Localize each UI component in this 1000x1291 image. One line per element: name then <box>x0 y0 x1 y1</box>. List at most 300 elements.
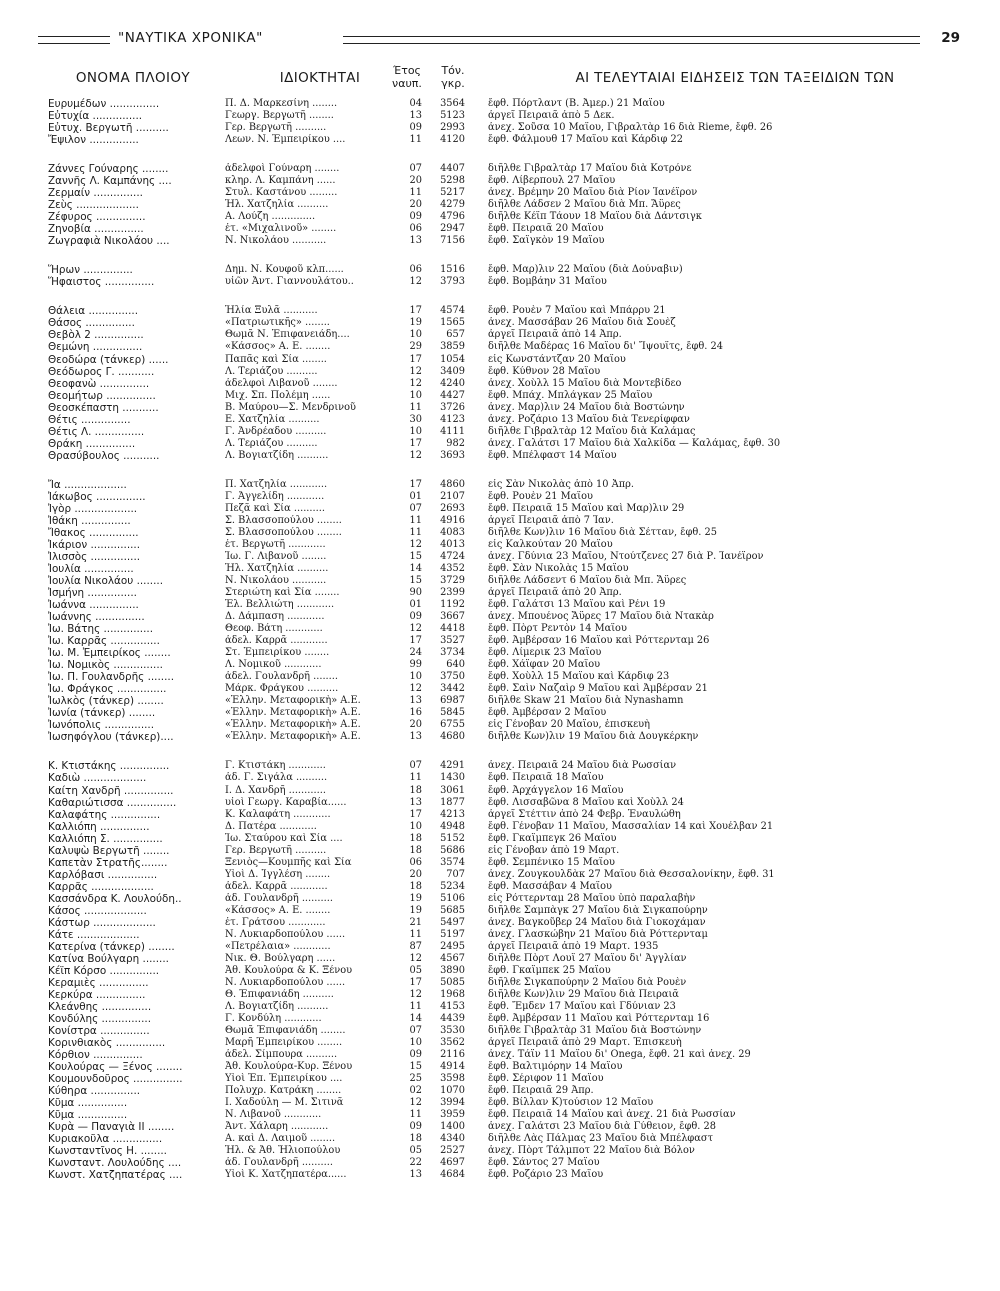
owner-name: Παπᾶς καὶ Σία ........ <box>225 353 327 365</box>
ship-name: Κυρὰ — Παναγιὰ ΙΙ ........ <box>48 1121 175 1134</box>
table-row <box>0 329 1000 341</box>
owner-name: Ἰω. Σταύρου καὶ Σία .... <box>225 832 343 844</box>
year-built: 16 <box>409 707 422 719</box>
owner-name: Λ. Βογιατζίδη .......... <box>225 449 329 461</box>
voyage-news: ἔφθ. Ροζάριο 23 Μαΐου <box>488 1169 604 1181</box>
gross-tons: 4724 <box>440 550 465 562</box>
owner-name: ἀδελ. Καρρᾶ ............ <box>225 880 328 892</box>
voyage-news: ἀνεχ. Τάϊν 11 Μαΐου δι' Onega, ἔφθ. 21 καὶ ἀνεχ. 29 <box>488 1049 751 1061</box>
year-built: 19 <box>409 904 422 916</box>
ship-name: Ευρυμέδων ............... <box>48 98 160 110</box>
table-row <box>0 1169 1000 1181</box>
voyage-news: ἔφθ. Σέριφον 11 Μαΐου <box>488 1073 604 1085</box>
ship-name: Ἰω. Καρρᾶς ............... <box>48 635 160 648</box>
ship-name: Θεομήτωρ ............... <box>48 389 156 402</box>
voyage-news: ἀνεχ. Πὸρτ Τάλμποτ 22 Μαΐου διὰ Βόλον <box>488 1145 695 1157</box>
year-built: 11 <box>409 187 422 199</box>
ship-name: Κυριακοῦλα ............... <box>48 1133 163 1146</box>
owner-name: Λ. Τεριάζου .......... <box>225 437 318 449</box>
year-built: 25 <box>409 1073 422 1085</box>
year-built: 99 <box>409 659 422 671</box>
gross-tons: 1516 <box>440 264 465 276</box>
year-built: 17 <box>409 478 422 490</box>
ship-name: Θάσος ............... <box>48 317 135 330</box>
owner-name: Γερ. Βεργωτῆ .......... <box>225 122 327 134</box>
magazine-title: "ΝΑΥΤΙΚΑ ΧΡΟΝΙΚΑ" <box>118 30 263 46</box>
year-built: 10 <box>409 671 422 683</box>
year-built: 09 <box>409 611 422 623</box>
year-built: 06 <box>409 856 422 868</box>
table-row <box>0 647 1000 659</box>
gross-tons: 3726 <box>440 401 465 413</box>
gross-tons: 4279 <box>440 199 465 211</box>
year-built: 11 <box>409 1109 422 1121</box>
owner-name: «Κάσσος» Α. Ε. ........ <box>225 904 331 916</box>
voyage-news: ἔφθ. Γκαϊμπεγκ 26 Μαΐου <box>488 832 617 844</box>
ship-name: Θεοδώρα (τάνκερ) ...... <box>48 353 169 366</box>
gross-tons: 5197 <box>440 928 465 940</box>
voyage-news: ἔφθ. Πειραιᾶ 18 Μαΐου <box>488 772 604 784</box>
owner-name: Γερ. Βεργωτῆ .......... <box>225 844 327 856</box>
ship-name: Κονδύλης ............... <box>48 1013 152 1026</box>
ship-name: Καπετὰν Στρατῆς........ <box>48 856 168 869</box>
table-row <box>0 317 1000 329</box>
voyage-news: διῆλθε Γιβραλτὰρ 12 Μαΐου διὰ Καλάμας <box>488 425 696 437</box>
table-row <box>0 893 1000 905</box>
owner-name: Στυλ. Καστάνου ......... <box>225 187 338 199</box>
ship-name: Ἴα ................... <box>48 478 127 491</box>
table-row <box>0 821 1000 833</box>
table-row <box>0 1085 1000 1097</box>
gross-tons: 4697 <box>440 1157 465 1169</box>
table-row <box>0 881 1000 893</box>
gross-tons: 4213 <box>440 808 465 820</box>
year-built: 20 <box>409 719 422 731</box>
gross-tons: 3667 <box>440 611 465 623</box>
table-row <box>0 707 1000 719</box>
gross-tons: 3530 <box>440 1025 465 1037</box>
table-row <box>0 760 1000 772</box>
ship-name: Ἔψιλον ............... <box>48 134 139 147</box>
owner-name: ἀδ. Γουλανδρῆ .......... <box>225 892 333 904</box>
gross-tons: 5845 <box>440 707 465 719</box>
gross-tons: 3442 <box>440 683 465 695</box>
gross-tons: 4291 <box>440 760 465 772</box>
year-built: 18 <box>409 880 422 892</box>
table-row <box>0 1097 1000 1109</box>
year-built: 24 <box>409 647 422 659</box>
table-row <box>0 223 1000 235</box>
gross-tons: 657 <box>446 329 465 341</box>
year-built: 17 <box>409 353 422 365</box>
table-row <box>0 1109 1000 1121</box>
gross-tons: 4574 <box>440 305 465 317</box>
table-row <box>0 623 1000 635</box>
table-row <box>0 378 1000 390</box>
gross-tons: 640 <box>446 659 465 671</box>
ship-name: Ἰθάκη ............... <box>48 514 131 527</box>
voyage-news: ἔφθ. Πὸρτ Ρεντὸν 14 Μαΐου <box>488 623 627 635</box>
voyage-news: διῆλθε Λάδσεν 2 Μαΐου διὰ Μπ. Ἄϋρες <box>488 199 681 211</box>
table-row <box>0 965 1000 977</box>
year-built: 21 <box>409 916 422 928</box>
year-built: 09 <box>409 211 422 223</box>
table-row <box>0 539 1000 551</box>
voyage-news: ἀνεχ. Βαγκοῦβερ 24 Μαΐου διὰ Γιοκοχάμαν <box>488 916 706 928</box>
voyage-news: διῆλθε Γιβραλτὰρ 31 Μαΐου διὰ Βοστώνην <box>488 1025 702 1037</box>
voyage-news: ἔφθ. Σαὶν Ναζαὶρ 9 Μαΐου καὶ Ἀμβέρσαν 21 <box>488 683 708 695</box>
ship-name: Ζερμαίν ............... <box>48 187 143 200</box>
owner-name: Ἠλ. & Ἀθ. Ἡλιοπούλου <box>225 1145 341 1157</box>
year-built: 12 <box>409 952 422 964</box>
owner-name: Π. Χατζηλία ............ <box>225 478 328 490</box>
gross-tons: 3527 <box>440 635 465 647</box>
voyage-news: ἀνεχ. Βρέμην 20 Μαΐου διὰ Ρίον Ἰανέϊρον <box>488 187 698 199</box>
owner-name: Γ. Ἀνδρέαδου .......... <box>225 425 327 437</box>
table-row <box>0 1001 1000 1013</box>
voyage-news: ἔφθ. Λίμερικ 23 Μαΐου <box>488 647 602 659</box>
owner-name: «Ἑλλην. Μεταφορικὴ» Α.Ε. <box>225 695 361 707</box>
ship-name: Κάστωρ ................... <box>48 916 156 929</box>
owner-name: Γ. Κτιστάκη ............ <box>225 760 326 772</box>
owner-name: Ν. Λιβανοῦ ............ <box>225 1109 322 1121</box>
voyage-news: διῆλθε Γιβραλτὰρ 17 Μαΐου διὰ Κοτρόνε <box>488 163 692 175</box>
voyage-news: εἰς Ρόττερνταμ 28 Μαΐου ὑπὸ παραλαβὴν <box>488 892 696 904</box>
owner-name: ἐτ. Βεργωτῆ ............ <box>225 538 326 550</box>
ship-name: Ἰωάννης ............... <box>48 611 145 624</box>
year-built: 11 <box>409 514 422 526</box>
gross-tons: 4796 <box>440 211 465 223</box>
ship-name: Κλεάνθης ............... <box>48 1001 152 1014</box>
gross-tons: 5106 <box>440 892 465 904</box>
owner-name: Υἱοὶ Δ. Ἰγγλέση ........ <box>225 868 331 880</box>
ship-name: Ἰωσηφόγλου (τάνκερ).... <box>48 731 174 744</box>
owner-name: Δημ. Ν. Κουφοῦ κλπ...... <box>225 264 344 276</box>
table-row <box>0 354 1000 366</box>
ship-name: Ζεὺς ................... <box>48 199 139 212</box>
ship-name: Κῦμα ............... <box>48 1109 128 1122</box>
owner-name: Θωμᾶ Ἐπιφανιάδη ........ <box>225 1025 346 1037</box>
voyage-news: ἔφθ. Λισσαβῶνα 8 Μαΐου καὶ Χοὺλλ 24 <box>488 796 684 808</box>
year-built: 12 <box>409 623 422 635</box>
year-built: 11 <box>409 401 422 413</box>
voyage-news: ἀργεῖ Στέττιν ἀπὸ 24 Φεβρ. Ἐναυλώθη <box>488 808 681 820</box>
table-row <box>0 953 1000 965</box>
owner-name: Β. Μαύρου—Σ. Μενδρινοῦ <box>225 401 356 413</box>
table-row <box>0 402 1000 414</box>
table-row <box>0 905 1000 917</box>
owner-name: Μαρῆ Ἐμπειρίκου ........ <box>225 1037 343 1049</box>
table-row <box>0 1013 1000 1025</box>
voyage-news: ἔφθ. Ἀρχάγγελον 16 Μαΐου <box>488 784 624 796</box>
ship-name: Καλαφάτης ............... <box>48 808 161 821</box>
table-row <box>0 857 1000 869</box>
gross-tons: 2947 <box>440 223 465 235</box>
ship-name: Ἰω. Π. Γουλανδρῆς ........ <box>48 671 174 684</box>
gross-tons: 1400 <box>440 1121 465 1133</box>
gross-tons: 5152 <box>440 832 465 844</box>
gross-tons: 2107 <box>440 490 465 502</box>
year-built: 20 <box>409 175 422 187</box>
owner-name: Γεωργ. Βεργωτῆ ........ <box>225 110 334 122</box>
owner-name: «Πατριωτικῆς» ........ <box>225 317 330 329</box>
table-row <box>0 1145 1000 1157</box>
gross-tons: 982 <box>446 437 465 449</box>
voyage-news: ἔφθ. Πειραιᾶ 20 Μαΐου <box>488 223 604 235</box>
owner-name: «Πετρέλαια» ............ <box>225 940 331 952</box>
gross-tons: 6987 <box>440 695 465 707</box>
owner-name: «Ἑλλην. Μεταφορικὴ» Α.Ε. <box>225 731 361 743</box>
voyage-news: ἔφθ. Ἀμβέρσαν 2 Μαΐου <box>488 707 607 719</box>
ship-name: Ζηνοβία ............... <box>48 223 144 236</box>
voyage-news: εἰς Σὰν Νικολὰς ἀπὸ 10 Ἀπρ. <box>488 478 635 490</box>
year-built: 10 <box>409 389 422 401</box>
gross-tons: 1054 <box>440 353 465 365</box>
year-built: 10 <box>409 329 422 341</box>
column-header-gross-tons: Τόν. γκρ. <box>441 64 465 90</box>
ship-name: Θεοσκέπαστη ........... <box>48 401 159 414</box>
voyage-news: ἔφθ. Μπέλφαστ 14 Μαΐου <box>488 449 617 461</box>
gross-tons: 3959 <box>440 1109 465 1121</box>
gross-tons: 4439 <box>440 1013 465 1025</box>
ship-name: Εὐτυχία ............... <box>48 110 143 123</box>
year-built: 12 <box>409 683 422 695</box>
voyage-news: ἀνεχ. Σοῦσα 10 Μαΐου, Γιβραλτὰρ 16 διὰ Rieme, ἔφθ. 26 <box>488 122 773 134</box>
year-built: 01 <box>409 599 422 611</box>
gross-tons: 2993 <box>440 122 465 134</box>
table-row <box>0 635 1000 647</box>
voyage-news: ἀνεχ. Πειραιᾶ 24 Μαΐου διὰ Ρωσσίαν <box>488 760 677 772</box>
gross-tons: 4914 <box>440 1061 465 1073</box>
table-row <box>0 1025 1000 1037</box>
voyage-news: ἔφθ. Σάντος 27 Μαΐου <box>488 1157 600 1169</box>
year-built: 90 <box>409 587 422 599</box>
voyage-news: διῆλθε Σαμπὰγκ 27 Μαΐου διὰ Σιγκαπούρην <box>488 904 708 916</box>
gross-tons: 3693 <box>440 449 465 461</box>
year-built: 12 <box>409 365 422 377</box>
year-built: 02 <box>409 1085 422 1097</box>
gross-tons: 4916 <box>440 514 465 526</box>
page-number: 29 <box>941 30 960 46</box>
table-row <box>0 98 1000 110</box>
gross-tons: 3750 <box>440 671 465 683</box>
table-row <box>0 1061 1000 1073</box>
owner-name: Ι. Δ. Χανδρῆ ............ <box>225 784 326 796</box>
year-built: 06 <box>409 223 422 235</box>
owner-name: Λ. Βογιατζίδη .......... <box>225 1001 329 1013</box>
table-row <box>0 551 1000 563</box>
gross-tons: 4684 <box>440 1169 465 1181</box>
ship-name: Θάλεια ............... <box>48 305 139 318</box>
gross-tons: 4123 <box>440 413 465 425</box>
voyage-news: εἰς Γένοβαν ἀπὸ 19 Μαρτ. <box>488 844 620 856</box>
table-row <box>0 797 1000 809</box>
owner-name: ἀδ. Γουλανδρῆ .......... <box>225 1157 333 1169</box>
owner-name: Σ. Βλασσοπούλου ........ <box>225 526 342 538</box>
voyage-news: ἔφθ. Μπάχ. Μπλάγκαν 25 Μαΐου <box>488 389 653 401</box>
voyage-news: ἀργεῖ Πειραιᾶ ἀπὸ 7 Ἰαν. <box>488 514 614 526</box>
gross-tons: 3564 <box>440 98 465 109</box>
owner-name: ἀδελφοὶ Λιβανοῦ ........ <box>225 377 338 389</box>
voyage-news: ἀνεχ. Γαλάτσι 23 Μαΐου διὰ Γύθειον, ἔφθ. 28 <box>488 1121 716 1133</box>
ship-name: Ἰγὸρ ................... <box>48 502 138 515</box>
gross-tons: 5685 <box>440 904 465 916</box>
owner-name: Ἀντ. Χάλαρη ............ <box>225 1121 329 1133</box>
year-built: 14 <box>409 562 422 574</box>
ship-name: Κωνσταντῖνος Η. ........ <box>48 1145 167 1158</box>
voyage-news: ἀνεχ. Χοὺλλ 15 Μαΐου διὰ Μοντεβίδεο <box>488 377 682 389</box>
table-row <box>0 491 1000 503</box>
table-row <box>0 122 1000 134</box>
voyage-news: ἔφθ. Γκαϊμπεκ 25 Μαΐου <box>488 964 611 976</box>
owner-name: κληρ. Λ. Καμπάνη ...... <box>225 175 336 187</box>
gross-tons: 4111 <box>440 425 465 437</box>
gross-tons: 3409 <box>440 365 465 377</box>
owner-name: ἀδελφοὶ Γούναρη ........ <box>225 163 340 175</box>
year-built: 10 <box>409 820 422 832</box>
table-row <box>0 772 1000 784</box>
gross-tons: 707 <box>446 868 465 880</box>
owner-name: Ν. Λυκιαρδοπούλου ...... <box>225 976 346 988</box>
ship-name: Θεόδωρος Γ. ........... <box>48 365 155 378</box>
voyage-news: ἔφθ. Γαλάτσι 13 Μαΐου καὶ Ρένι 19 <box>488 599 666 611</box>
table-row <box>0 503 1000 515</box>
year-built: 12 <box>409 1097 422 1109</box>
gross-tons: 3890 <box>440 964 465 976</box>
ship-name: Ἰουλία Νικολάου ........ <box>48 575 163 588</box>
ship-register-table <box>0 98 1000 1278</box>
owner-name: Ι. Χαδούλη — Μ. Σιτινᾶ <box>225 1097 344 1109</box>
table-row <box>0 276 1000 288</box>
table-row <box>0 515 1000 527</box>
ship-name: Ἰκάριον ............... <box>48 538 141 551</box>
year-built: 05 <box>409 1145 422 1157</box>
voyage-news: ἔφθ. Πειραιᾶ 15 Μαΐου καὶ Μαρ)λιν 29 <box>488 502 685 514</box>
ship-name: Κατίνα Βούλγαρη ........ <box>48 952 169 965</box>
owner-name: Στεριώτη καὶ Σία ........ <box>225 587 340 599</box>
owner-name: Λεων. Ν. Ἐμπειρίκου .... <box>225 134 346 146</box>
gross-tons: 5217 <box>440 187 465 199</box>
voyage-news: διῆλθε Κων)λιν 29 Μαΐου διὰ Πειραιᾶ <box>488 989 679 1000</box>
owner-name: Ἠλ. Χατζηλία .......... <box>225 199 329 211</box>
gross-tons: 3994 <box>440 1097 465 1109</box>
table-row <box>0 1133 1000 1145</box>
gross-tons: 4240 <box>440 377 465 389</box>
ship-name: Κουλούρας — Ξένος ........ <box>48 1061 183 1074</box>
table-row <box>0 1121 1000 1133</box>
year-built: 20 <box>409 199 422 211</box>
voyage-news: ἀνεχ. Ροζάριο 13 Μαΐου διὰ Τενερίφφαν <box>488 413 690 425</box>
ship-name: Ἰλισσὸς ............... <box>48 550 141 563</box>
voyage-news: διῆλθε Λὰς Πάλμας 23 Μαΐου διὰ Μπέλφαστ <box>488 1133 713 1145</box>
voyage-news: ἔφθ. Ρουὲν 7 Μαΐου καὶ Μπάρρυ 21 <box>488 305 666 317</box>
ship-name: Κάτε ................... <box>48 928 140 941</box>
table-row <box>0 611 1000 623</box>
year-built: 87 <box>409 940 422 952</box>
owner-name: Ἐλ. Βελλιώτη ............ <box>225 599 335 611</box>
year-built: 19 <box>409 892 422 904</box>
voyage-news: ἀργεῖ Πειραιᾶ ἀπὸ 19 Μαρτ. 1935 <box>488 940 659 952</box>
gross-tons: 5123 <box>440 110 465 122</box>
ship-name: Κόρθιον ............... <box>48 1049 143 1062</box>
gross-tons: 4427 <box>440 389 465 401</box>
owner-name: Πεζᾶ καὶ Σία .......... <box>225 502 325 514</box>
table-row <box>0 390 1000 402</box>
owner-name: «Ἑλλην. Μεταφορικὴ» Α.Ε. <box>225 707 361 719</box>
column-header-year-built: Έτος ναυπ. <box>392 64 422 90</box>
year-built: 12 <box>409 538 422 550</box>
ship-name: Κωνσταντ. Λουλούδης .... <box>48 1157 182 1170</box>
voyage-news: ἔφθ. Ἀμβέρσαν 16 Μαΐου καὶ Ρόττερνταμ 26 <box>488 635 710 647</box>
voyage-news: διῆλθε Πὸρτ Λουῒ 27 Μαΐου δι' Ἀγγλίαν <box>488 952 687 964</box>
gross-tons: 3729 <box>440 575 465 587</box>
voyage-news: ἔφθ. Σεμπένικο 15 Μαΐου <box>488 856 615 868</box>
year-built: 07 <box>409 502 422 514</box>
voyage-news: ἀργεῖ Πειραιᾶ ἀπὸ 5 Δεκ. <box>488 110 615 122</box>
owner-name: «Κάσσος» Α. Ε. ........ <box>225 341 331 353</box>
year-built: 10 <box>409 1037 422 1049</box>
year-built: 09 <box>409 1121 422 1133</box>
owner-name: Υἱοὶ Ἐπ. Ἐμπειρίκου .... <box>225 1073 343 1085</box>
voyage-news: ἔφθ. Χοὺλλ 15 Μαΐου καὶ Κάρδιφ 23 <box>488 671 670 683</box>
column-header-ship-name: ΟΝΟΜΑ ΠΛΟΙΟΥ <box>75 70 191 86</box>
voyage-news: ἔφθ. Ρουὲν 21 Μαΐου <box>488 490 593 502</box>
table-row <box>0 1049 1000 1061</box>
owner-name: Στ. Ἐμπειρίκου ........ <box>225 647 330 659</box>
year-built: 11 <box>409 1001 422 1013</box>
owner-name: Σ. Βλασσοπούλου ........ <box>225 514 342 526</box>
header-rule-right <box>343 36 920 44</box>
owner-name: Ἠλία Ξυλᾶ ........... <box>225 305 318 317</box>
ship-name: Κ. Κτιστάκης ............... <box>48 760 170 773</box>
gross-tons: 3061 <box>440 784 465 796</box>
table-row <box>0 438 1000 450</box>
voyage-news: ἔφθ. Σαϊγκὸν 19 Μαΐου <box>488 235 605 247</box>
voyage-news: ἀνεχ. Γδύνια 23 Μαΐου, Ντούτζενες 27 διὰ Ρ. Ἰανέϊρον <box>488 550 764 562</box>
year-built: 15 <box>409 1061 422 1073</box>
gross-tons: 4340 <box>440 1133 465 1145</box>
voyage-news: ἔφθ. Βαλτιμόρην 14 Μαΐου <box>488 1061 623 1073</box>
voyage-news: ἀργεῖ Πειραιᾶ ἀπὸ 20 Ἀπρ. <box>488 587 622 599</box>
ship-name: Καρρᾶς ................... <box>48 880 154 893</box>
owner-name: Α. Λούζη .............. <box>225 211 316 223</box>
ship-name: Εὐτυχ. Βεργωτῆ .......... <box>48 122 169 135</box>
voyage-news: ἔφθ. Μασσάβαν 4 Μαΐου <box>488 880 612 892</box>
table-row <box>0 450 1000 462</box>
owner-name: Νικ. Θ. Βούλγαρη ...... <box>225 952 336 964</box>
gross-tons: 4948 <box>440 820 465 832</box>
owner-name: Θ. Ἐπιφανιάδη .......... <box>225 989 334 1000</box>
table-row <box>0 134 1000 146</box>
voyage-news: διῆλθε Λάδσεντ 6 Μαΐου διὰ Μπ. Ἄϋρες <box>488 575 687 587</box>
ship-name: Κεραμιὲς ............... <box>48 976 149 989</box>
year-built: 17 <box>409 305 422 317</box>
year-built: 11 <box>409 134 422 146</box>
year-built: 12 <box>409 276 422 288</box>
owner-name: Λ. Νομικοῦ ............ <box>225 659 322 671</box>
ship-name: Ἥφαιστος ............... <box>48 276 155 289</box>
gross-tons: 4680 <box>440 731 465 743</box>
gross-tons: 7156 <box>440 235 465 247</box>
table-row <box>0 426 1000 438</box>
voyage-news: ἀνεχ. Γαλάτσι 17 Μαΐου διὰ Χαλκίδα — Καλάμας, ἔφθ. 30 <box>488 437 781 449</box>
voyage-news: ἔφθ. Σὰν Νικολὰς 15 Μαΐου <box>488 562 629 574</box>
ship-name: Καθαριώτισσα ............... <box>48 796 177 809</box>
owner-name: Π. Δ. Μαρκεσίνη ........ <box>225 98 338 109</box>
table-row <box>0 187 1000 199</box>
table-row <box>0 305 1000 317</box>
table-row <box>0 235 1000 247</box>
